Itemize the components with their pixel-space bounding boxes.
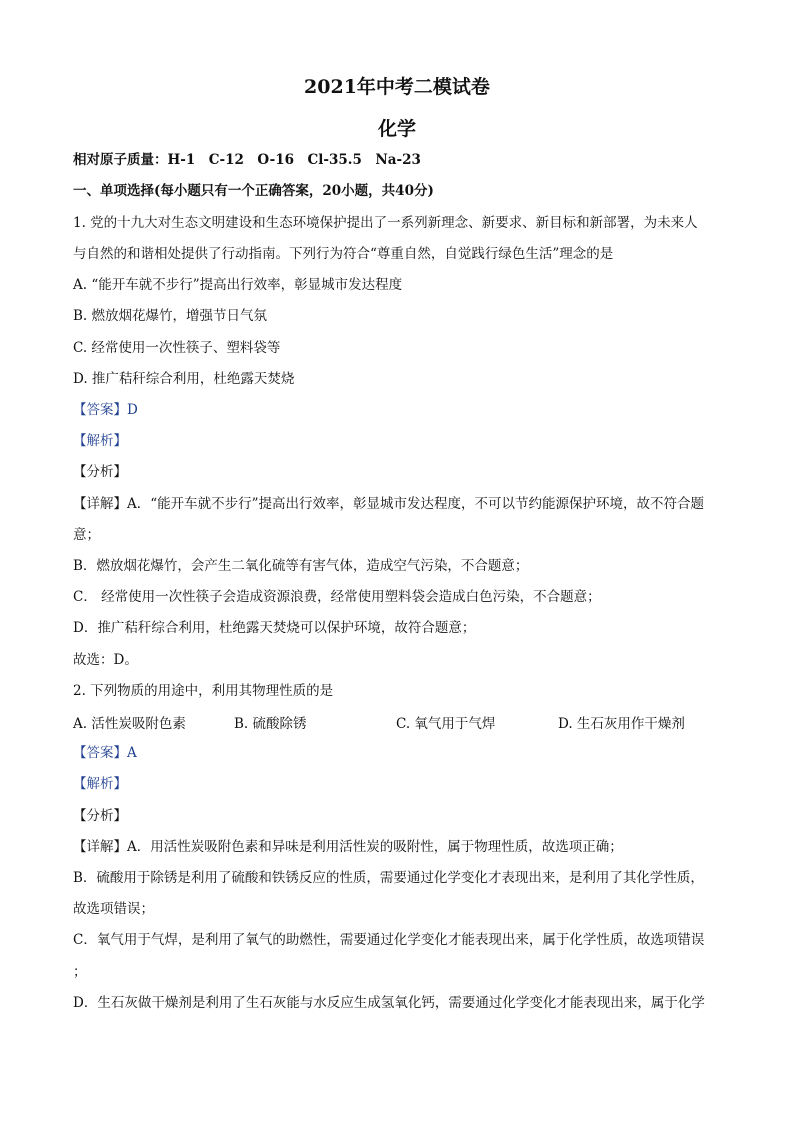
q2-option-b: B. 硫酸除锈 <box>234 716 307 732</box>
q2-analysis-label: 【解析】 <box>73 776 127 792</box>
q2-detail-c-line-1: C．氧气用于气焊，是利用了氧气的助燃性，需要通过化学变化才能表现出来，属于化学性质，故选项错误 <box>73 932 705 948</box>
q2-detail-b-line-1: B．硫酸用于除锈是利用了硫酸和铁锈反应的性质，需要通过化学变化才表现出来，是利用了其化学性质， <box>73 870 704 886</box>
q1-option-d: D. 推广秸秆综合利用，杜绝露天焚烧 <box>73 371 295 387</box>
q2-option-a: A. 活性炭吸附色素 <box>73 716 186 732</box>
q2-stem: 2. 下列物质的用途中，利用其物理性质的是 <box>73 683 334 699</box>
q1-detail-line-1: 【详解】A．“能开车就不步行”提高出行效率，彰显城市发达程度，不可以节约能源保护环境，故不符合题 <box>73 496 705 512</box>
q1-option-c: C. 经常使用一次性筷子、塑料袋等 <box>73 340 281 356</box>
q1-stem-line-2: 与自然的和谐相处提供了行动指南。下列行为符合“尊重自然，自觉践行绿色生活”理念的是 <box>73 246 614 262</box>
q2-fenxi-label: 【分析】 <box>73 808 127 824</box>
q2-detail-d-line-1: D．生石灰做干燥剂是利用了生石灰能与水反应生成氢氧化钙，需要通过化学变化才能表现出来，属于化学 <box>73 995 705 1011</box>
q2-detail-a: 【详解】A．用活性炭吸附色素和异味是利用活性炭的吸附性，属于物理性质，故选项正确； <box>73 839 623 855</box>
q1-option-a: A. “能开车就不步行”提高出行效率，彰显城市发达程度 <box>73 277 403 293</box>
q2-answer: 【答案】A <box>73 745 137 761</box>
q1-analysis-label: 【解析】 <box>73 433 127 449</box>
q2-detail-c-line-2: ； <box>73 964 87 980</box>
q1-conclusion: 故选：D。 <box>73 652 138 668</box>
section-heading: 一、单项选择(每小题只有一个正确答案，20小题，共40分) <box>73 183 434 199</box>
q1-detail-c: C． 经常使用一次性筷子会造成资源浪费，经常使用塑料袋会造成白色污染，不合题意； <box>73 589 601 605</box>
q1-fenxi-label: 【分析】 <box>73 464 127 480</box>
q1-stem-line-1: 1. 党的十九大对生态文明建设和生态环境保护提出了一系列新理念、新要求、新目标和新部署，为未来人 <box>73 215 698 231</box>
q1-answer: 【答案】D <box>73 402 138 418</box>
subject-title: 化学 <box>377 118 416 140</box>
q2-detail-b-line-2: 故选项错误； <box>73 901 154 917</box>
q1-detail-d: D．推广秸秆综合利用，杜绝露天焚烧可以保护环境，故符合题意； <box>73 620 476 636</box>
q2-option-c: C. 氧气用于气焊 <box>396 716 496 732</box>
q2-option-d: D. 生石灰用作干燥剂 <box>558 716 685 732</box>
q1-detail-line-2: 意； <box>73 527 100 543</box>
q1-option-b: B. 燃放烟花爆竹，增强节日气氛 <box>73 308 268 324</box>
q1-detail-b: B．燃放烟花爆竹，会产生二氧化硫等有害气体，造成空气污染，不合题意； <box>73 558 529 574</box>
exam-title: 2021年中考二模试卷 <box>304 76 490 98</box>
atomic-mass-line: 相对原子质量：H-1 C-12 O-16 Cl-35.5 Na-23 <box>73 152 421 168</box>
